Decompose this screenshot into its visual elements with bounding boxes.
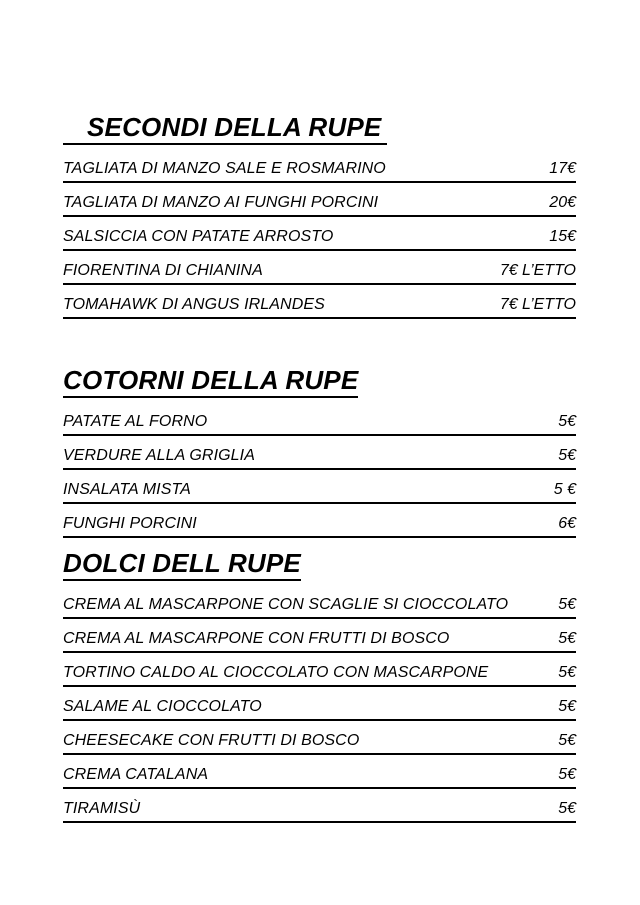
item-name: INSALATA MISTA <box>63 481 191 498</box>
item-price: 5€ <box>558 447 576 464</box>
item-name: VERDURE ALLA GRIGLIA <box>63 447 255 464</box>
menu-item-row <box>63 731 576 755</box>
item-price: 5€ <box>558 596 576 613</box>
item-price: 5€ <box>558 413 576 430</box>
item-price: 7€ L’ETTO <box>499 262 576 279</box>
menu-item-row <box>63 799 576 823</box>
item-price: 5€ <box>558 698 576 715</box>
item-name: TORTINO CALDO AL CIOCCOLATO CON MASCARPONE <box>63 664 489 681</box>
menu-item-row <box>63 697 576 721</box>
menu-item-row <box>63 765 576 789</box>
menu-item-row <box>63 663 576 687</box>
section-heading: COTORNI DELLA RUPE <box>63 365 358 398</box>
menu-item-row <box>63 595 576 619</box>
item-name: CHEESECAKE CON FRUTTI DI BOSCO <box>63 732 360 749</box>
item-price: 5€ <box>558 766 576 783</box>
item-price: 5€ <box>558 732 576 749</box>
menu-item-row <box>63 227 576 251</box>
menu-section <box>63 548 576 823</box>
item-price: 6€ <box>558 515 576 532</box>
item-price: 5 € <box>553 481 576 498</box>
item-price: 15€ <box>549 228 576 245</box>
section-heading: DOLCI DELL RUPE <box>63 548 301 581</box>
menu-item-row <box>63 446 576 470</box>
menu-item-row <box>63 261 576 285</box>
item-name: CREMA AL MASCARPONE CON SCAGLIE SI CIOCCOLATO <box>63 596 509 613</box>
item-name: CREMA AL MASCARPONE CON FRUTTI DI BOSCO <box>63 630 450 647</box>
item-name: SALAME AL CIOCCOLATO <box>63 698 262 715</box>
item-price: 7€ L’ETTO <box>499 296 576 313</box>
item-price: 20€ <box>549 194 576 211</box>
menu-section <box>63 112 576 319</box>
menu-item-row <box>63 159 576 183</box>
item-name: CREMA CATALANA <box>63 766 209 783</box>
item-price: 17€ <box>549 160 576 177</box>
item-name: TIRAMISÙ <box>63 800 141 817</box>
menu-item-row <box>63 480 576 504</box>
item-name: FUNGHI PORCINI <box>63 515 197 532</box>
item-name: FIORENTINA DI CHIANINA <box>63 262 263 279</box>
section-heading: SECONDI DELLA RUPE <box>63 112 387 145</box>
item-name: TOMAHAWK DI ANGUS IRLANDES <box>63 296 325 313</box>
item-price: 5€ <box>558 664 576 681</box>
item-name: PATATE AL FORNO <box>63 413 208 430</box>
menu-item-row <box>63 629 576 653</box>
item-price: 5€ <box>558 630 576 647</box>
menu-item-row <box>63 295 576 319</box>
item-name: TAGLIATA DI MANZO SALE E ROSMARINO <box>63 160 386 177</box>
menu-item-row <box>63 514 576 538</box>
item-name: TAGLIATA DI MANZO AI FUNGHI PORCINI <box>63 194 379 211</box>
item-price: 5€ <box>558 800 576 817</box>
item-name: SALSICCIA CON PATATE ARROSTO <box>63 228 334 245</box>
menu-section <box>63 365 576 538</box>
menu-item-row <box>63 193 576 217</box>
menu-item-row <box>63 412 576 436</box>
